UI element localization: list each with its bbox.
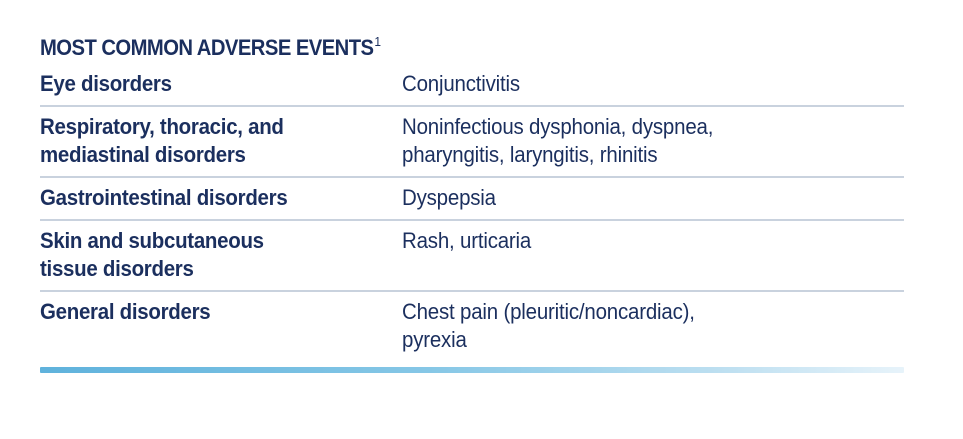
section-title-text: MOST COMMON ADVERSE EVENTS [40, 35, 374, 60]
events-text: Conjunctivitis [402, 71, 520, 96]
events-text: Noninfectious dysphonia, dyspnea, pharyngitis, laryngitis, rhinitis [402, 114, 714, 167]
events-cell [402, 291, 904, 361]
category-label: General disorders [40, 299, 211, 324]
category-label: Gastrointestinal disorders [40, 185, 288, 210]
category-label: Eye disorders [40, 71, 172, 96]
category-label: Skin and subcutaneous tissue disorders [40, 228, 264, 281]
section-title [40, 28, 835, 62]
table-row [40, 291, 904, 361]
category-label: Respiratory, thoracic, and mediastinal disorders [40, 114, 284, 167]
category-cell [40, 106, 402, 177]
events-cell [402, 64, 904, 106]
bottom-accent-rule [40, 367, 904, 373]
adverse-events-table [40, 64, 904, 361]
footnote-marker: 1 [374, 34, 381, 49]
events-text: Dyspepsia [402, 185, 496, 210]
table-row [40, 106, 904, 177]
adverse-events-panel [40, 28, 904, 373]
category-cell [40, 291, 402, 361]
table-row [40, 64, 904, 106]
table-row [40, 177, 904, 220]
events-text: Rash, urticaria [402, 228, 532, 253]
events-text: Chest pain (pleuritic/noncardiac), pyrexia [402, 299, 695, 352]
category-cell [40, 220, 402, 291]
category-cell [40, 64, 402, 106]
events-cell [402, 177, 904, 220]
events-cell [402, 106, 904, 177]
events-cell [402, 220, 904, 291]
category-cell [40, 177, 402, 220]
table-row [40, 220, 904, 291]
